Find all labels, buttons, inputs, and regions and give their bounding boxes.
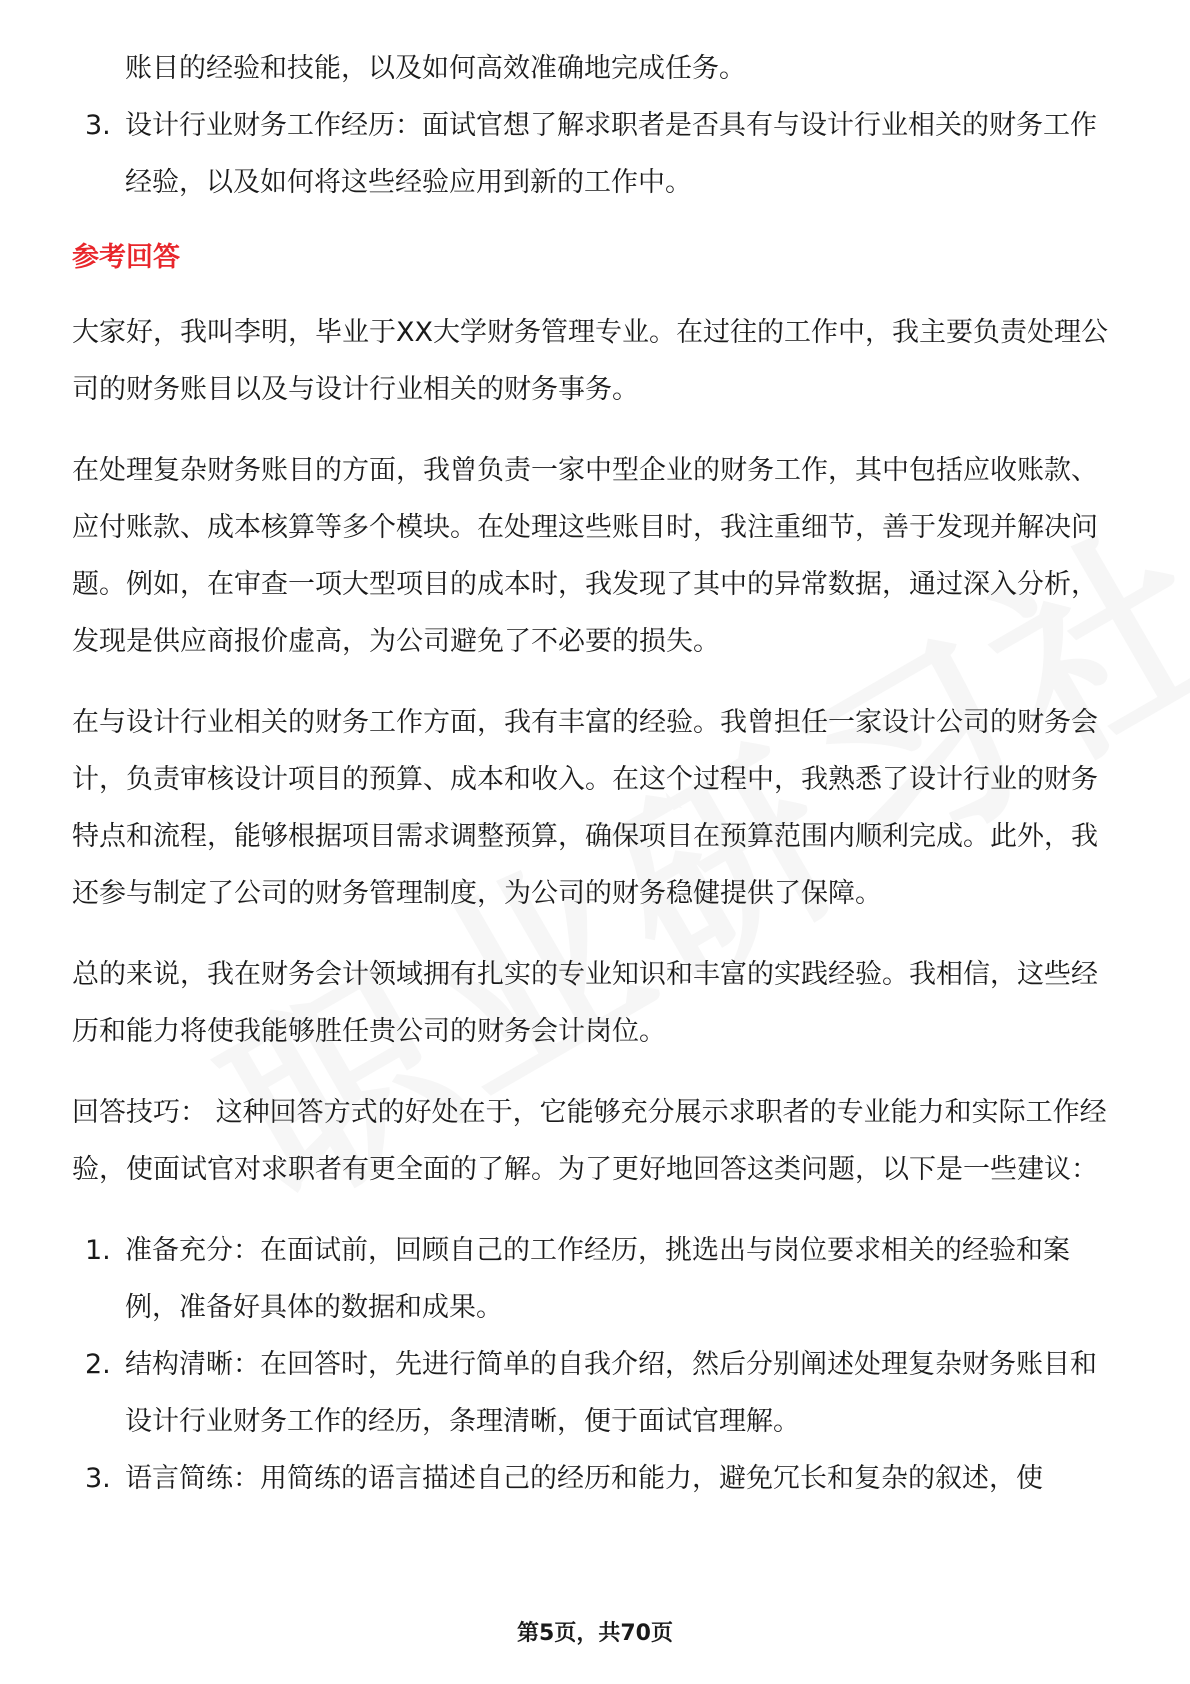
document-page [72, 40, 1122, 1507]
answer-paragraph: 大家好，我叫李明，毕业于XX大学财务管理专业。在过往的工作中，我主要负责处理公司的财务账目以及与设计行业相关的财务事务。 [72, 317, 1108, 405]
list-item-text: 设计行业财务工作经历：面试官想了解求职者是否具有与设计行业相关的财务工作经验，以及如何将这些经验应用到新的工作中。 [125, 110, 1097, 198]
list-item [72, 1222, 1122, 1336]
list-item [72, 1450, 1122, 1507]
tips-list [72, 1222, 1122, 1507]
answer-paragraph: 在处理复杂财务账目的方面，我曾负责一家中型企业的财务工作，其中包括应收账款、应付账款、成本核算等多个模块。在处理这些账目时，我注重细节，善于发现并解决问题。例如，在审查一项大型项目的成本时，我发现了其中的异常数据，通过深入分析，发现是供应商报价虚高，为公司避免了不必要的损失。 [72, 455, 1098, 657]
list-item [72, 1336, 1122, 1450]
list-item-text: 语言简练：用简练的语言描述自己的经历和能力，避免冗长和复杂的叙述，使 [125, 1463, 1043, 1494]
section-heading: 参考回答 [72, 242, 180, 273]
list-item-number: 2. [85, 1349, 111, 1380]
list-item-continuation: 账目的经验和技能，以及如何高效准确地完成任务。 [125, 53, 746, 84]
list-item [72, 97, 1122, 211]
tips-intro-paragraph: 回答技巧： 这种回答方式的好处在于，它能够充分展示求职者的专业能力和实际工作经验，使面试官对求职者有更全面的了解。为了更好地回答这类问题，以下是一些建议： [72, 1097, 1107, 1185]
question-points-list [72, 97, 1122, 211]
page-number: 第5页，共70页 [517, 1621, 673, 1646]
list-item-number: 1. [85, 1235, 111, 1266]
list-item-text: 结构清晰：在回答时，先进行简单的自我介绍，然后分别阐述处理复杂财务账目和设计行业财务工作的经历，条理清晰，便于面试官理解。 [125, 1349, 1097, 1437]
list-item-text: 准备充分：在面试前，回顾自己的工作经历，挑选出与岗位要求相关的经验和案例，准备好具体的数据和成果。 [125, 1235, 1070, 1323]
list-item-number: 3. [85, 1463, 111, 1494]
answer-paragraph: 总的来说，我在财务会计领域拥有扎实的专业知识和丰富的实践经验。我相信，这些经历和能力将使我能够胜任贵公司的财务会计岗位。 [72, 959, 1098, 1047]
answer-paragraph: 在与设计行业相关的财务工作方面，我有丰富的经验。我曾担任一家设计公司的财务会计，负责审核设计项目的预算、成本和收入。在这个过程中，我熟悉了设计行业的财务特点和流程，能够根据项目需求调整预算，确保项目在预算范围内顺利完成。此外，我还参与制定了公司的财务管理制度，为公司的财务稳健提供了保障。 [72, 707, 1098, 909]
list-item-number: 3. [85, 110, 111, 141]
